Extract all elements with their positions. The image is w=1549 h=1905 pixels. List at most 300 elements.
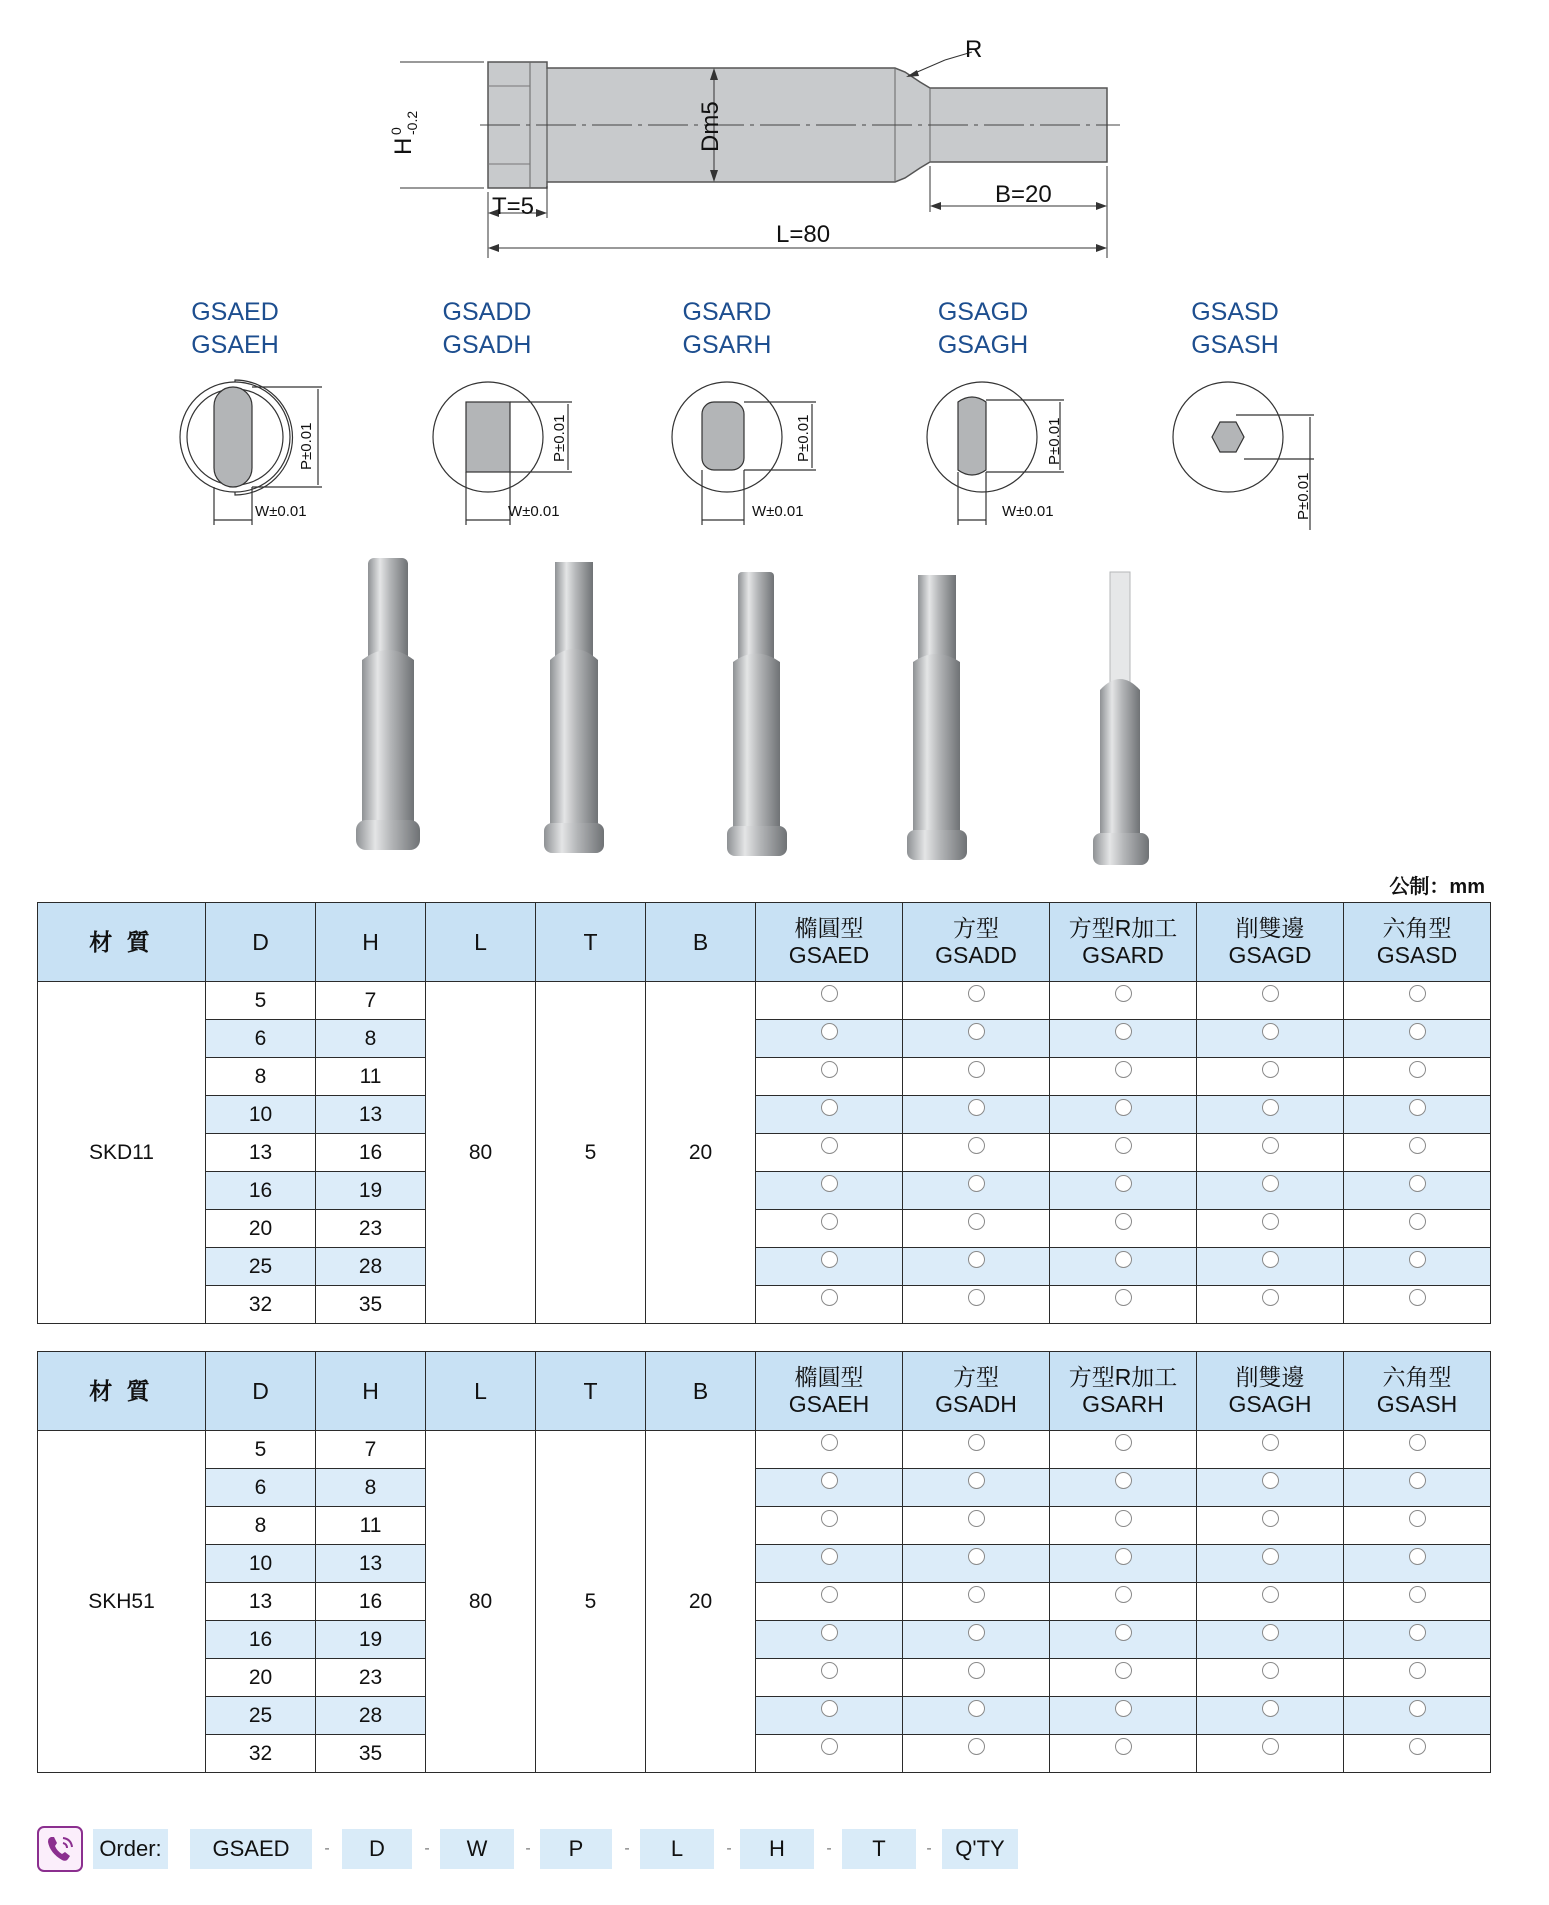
header-type-square-r xyxy=(1050,903,1197,982)
type-code: GSAEH xyxy=(788,1391,870,1417)
b-cell: 20 xyxy=(646,1431,756,1773)
available-circle-icon xyxy=(1262,1289,1279,1306)
availability-cell xyxy=(756,1735,903,1773)
available-circle-icon xyxy=(1409,1510,1426,1527)
available-circle-icon xyxy=(1262,985,1279,1002)
availability-cell xyxy=(756,1659,903,1697)
d-cell: 32 xyxy=(206,1735,316,1773)
availability-cell xyxy=(1344,1659,1491,1697)
available-circle-icon xyxy=(1409,1434,1426,1451)
punch-image-hexagon xyxy=(1093,572,1149,865)
d-cell: 10 xyxy=(206,1096,316,1134)
table-row xyxy=(38,1172,1491,1210)
availability-cell xyxy=(756,1210,903,1248)
available-circle-icon xyxy=(821,1586,838,1603)
availability-cell xyxy=(903,1659,1050,1697)
order-field-t: T xyxy=(842,1829,916,1869)
availability-cell xyxy=(1344,1621,1491,1659)
availability-cell xyxy=(903,1431,1050,1469)
availability-cell xyxy=(756,1058,903,1096)
available-circle-icon xyxy=(821,1137,838,1154)
header-t: T xyxy=(536,903,646,982)
availability-cell xyxy=(756,1431,903,1469)
header-b: B xyxy=(646,903,756,982)
availability-cell xyxy=(1344,1096,1491,1134)
h-cell: 11 xyxy=(316,1058,426,1096)
table-body xyxy=(38,982,1491,1324)
table-row xyxy=(38,1134,1491,1172)
header-material: 材 質 xyxy=(38,903,206,982)
available-circle-icon xyxy=(1262,1175,1279,1192)
available-circle-icon xyxy=(1409,1137,1426,1154)
w-label-2: W±0.01 xyxy=(508,503,560,520)
t-cell: 5 xyxy=(536,982,646,1324)
type-name: 方型 xyxy=(953,915,999,941)
available-circle-icon xyxy=(1409,1624,1426,1641)
p-label-4: P±0.01 xyxy=(1046,417,1063,465)
d-cell: 25 xyxy=(206,1248,316,1286)
dim-b-label: B=20 xyxy=(995,181,1052,208)
availability-cell xyxy=(1197,1134,1344,1172)
available-circle-icon xyxy=(968,1548,985,1565)
d-cell: 13 xyxy=(206,1583,316,1621)
available-circle-icon xyxy=(1409,1662,1426,1679)
h-cell: 23 xyxy=(316,1659,426,1697)
profile-code-secondary: GSASH xyxy=(1191,331,1279,359)
table-row xyxy=(38,1621,1491,1659)
l-cell: 80 xyxy=(426,1431,536,1773)
available-circle-icon xyxy=(821,1700,838,1717)
availability-cell xyxy=(1050,1058,1197,1096)
type-code: GSASD xyxy=(1376,942,1458,968)
profile-code-secondary: GSADH xyxy=(442,331,532,359)
availability-cell xyxy=(903,1134,1050,1172)
w-label-3: W±0.01 xyxy=(752,503,804,520)
availability-cell xyxy=(1197,1210,1344,1248)
material-cell: SKH51 xyxy=(38,1431,206,1773)
available-circle-icon xyxy=(821,1662,838,1679)
available-circle-icon xyxy=(1262,1023,1279,1040)
available-circle-icon xyxy=(1115,1061,1132,1078)
table-row xyxy=(38,982,1491,1020)
d-cell: 8 xyxy=(206,1507,316,1545)
d-cell: 25 xyxy=(206,1697,316,1735)
w-label-4: W±0.01 xyxy=(1002,503,1054,520)
available-circle-icon xyxy=(968,1213,985,1230)
h-cell: 16 xyxy=(316,1583,426,1621)
available-circle-icon xyxy=(1115,1251,1132,1268)
order-label: Order: xyxy=(93,1829,168,1869)
table-row xyxy=(38,1431,1491,1469)
order-separator: - xyxy=(726,1840,732,1857)
availability-cell xyxy=(903,1210,1050,1248)
available-circle-icon xyxy=(1115,1624,1132,1641)
table-row xyxy=(38,1020,1491,1058)
availability-cell xyxy=(1050,1697,1197,1735)
available-circle-icon xyxy=(1115,1099,1132,1116)
punch-image-double-d xyxy=(907,575,967,860)
dim-h-text: H xyxy=(390,137,417,155)
type-name: 方型R加工 xyxy=(1068,1364,1178,1390)
order-field-type: GSAED xyxy=(190,1829,312,1869)
available-circle-icon xyxy=(1262,1213,1279,1230)
order-separator: - xyxy=(324,1840,330,1857)
availability-cell xyxy=(903,1469,1050,1507)
available-circle-icon xyxy=(968,985,985,1002)
availability-cell xyxy=(1050,1545,1197,1583)
availability-cell xyxy=(1050,1659,1197,1697)
profile-code-rounded-rectangle xyxy=(647,296,807,362)
profile-code-double-d xyxy=(903,296,1063,362)
table-row xyxy=(38,1507,1491,1545)
available-circle-icon xyxy=(1262,1548,1279,1565)
availability-cell xyxy=(1050,1286,1197,1324)
available-circle-icon xyxy=(968,1434,985,1451)
d-cell: 6 xyxy=(206,1469,316,1507)
availability-cell xyxy=(756,1172,903,1210)
header-type-square xyxy=(903,903,1050,982)
type-code: GSADH xyxy=(935,1391,1017,1417)
available-circle-icon xyxy=(821,1023,838,1040)
availability-cell xyxy=(1050,1096,1197,1134)
availability-cell xyxy=(1344,1697,1491,1735)
punch-dimension-drawing xyxy=(400,30,1140,260)
header-l: L xyxy=(426,1352,536,1431)
d-cell: 10 xyxy=(206,1545,316,1583)
available-circle-icon xyxy=(821,1213,838,1230)
header-material: 材 質 xyxy=(38,1352,206,1431)
availability-cell xyxy=(1197,1286,1344,1324)
d-cell: 20 xyxy=(206,1659,316,1697)
available-circle-icon xyxy=(1115,1434,1132,1451)
order-separator: - xyxy=(424,1840,430,1857)
h-cell: 35 xyxy=(316,1286,426,1324)
available-circle-icon xyxy=(1409,1586,1426,1603)
punch-image-rounded-rectangle xyxy=(727,572,787,856)
h-cell: 35 xyxy=(316,1735,426,1773)
h-cell: 28 xyxy=(316,1697,426,1735)
order-separator: - xyxy=(525,1840,531,1857)
type-name: 方型 xyxy=(953,1364,999,1390)
header-type-double-d xyxy=(1197,903,1344,982)
p-label-2: P±0.01 xyxy=(551,414,568,462)
availability-cell xyxy=(756,1286,903,1324)
available-circle-icon xyxy=(1262,1738,1279,1755)
available-circle-icon xyxy=(1409,1289,1426,1306)
available-circle-icon xyxy=(1409,985,1426,1002)
order-separator: - xyxy=(926,1840,932,1857)
profile-code-secondary: GSAGH xyxy=(937,331,1029,359)
availability-cell xyxy=(1344,1469,1491,1507)
available-circle-icon xyxy=(1115,1662,1132,1679)
available-circle-icon xyxy=(821,1624,838,1641)
d-cell: 16 xyxy=(206,1621,316,1659)
availability-cell xyxy=(756,982,903,1020)
available-circle-icon xyxy=(1262,1472,1279,1489)
type-name: 橢圓型 xyxy=(794,915,864,941)
header-type-square-r xyxy=(1050,1352,1197,1431)
available-circle-icon xyxy=(1262,1510,1279,1527)
available-circle-icon xyxy=(1409,1700,1426,1717)
d-cell: 13 xyxy=(206,1134,316,1172)
order-field-h: H xyxy=(740,1829,814,1869)
availability-cell xyxy=(756,1020,903,1058)
type-name: 削雙邊 xyxy=(1235,1364,1305,1390)
header-h: H xyxy=(316,1352,426,1431)
type-code: GSARH xyxy=(1082,1391,1164,1417)
order-separator: - xyxy=(624,1840,630,1857)
available-circle-icon xyxy=(1115,1738,1132,1755)
availability-cell xyxy=(1050,1134,1197,1172)
type-name: 六角型 xyxy=(1382,915,1452,941)
available-circle-icon xyxy=(1262,1700,1279,1717)
punch-product-images xyxy=(0,550,1549,870)
availability-cell xyxy=(1197,1172,1344,1210)
available-circle-icon xyxy=(1262,1137,1279,1154)
available-circle-icon xyxy=(821,1510,838,1527)
available-circle-icon xyxy=(1409,1175,1426,1192)
availability-cell xyxy=(1197,1469,1344,1507)
section-double-d-shape xyxy=(958,397,986,475)
availability-cell xyxy=(1050,1210,1197,1248)
order-field-d: D xyxy=(342,1829,412,1869)
available-circle-icon xyxy=(968,1662,985,1679)
available-circle-icon xyxy=(1115,1586,1132,1603)
available-circle-icon xyxy=(1409,1251,1426,1268)
available-circle-icon xyxy=(1262,1099,1279,1116)
availability-cell xyxy=(1197,982,1344,1020)
availability-cell xyxy=(1197,1020,1344,1058)
availability-cell xyxy=(1050,1621,1197,1659)
availability-cell xyxy=(903,1621,1050,1659)
available-circle-icon xyxy=(1409,1548,1426,1565)
availability-cell xyxy=(1344,1735,1491,1773)
table-row xyxy=(38,1210,1491,1248)
availability-cell xyxy=(1197,1735,1344,1773)
availability-cell xyxy=(1344,1172,1491,1210)
available-circle-icon xyxy=(968,1586,985,1603)
availability-cell xyxy=(1197,1659,1344,1697)
available-circle-icon xyxy=(1115,1548,1132,1565)
availability-cell xyxy=(1197,1621,1344,1659)
availability-cell xyxy=(1344,1545,1491,1583)
availability-cell xyxy=(903,1058,1050,1096)
h-cell: 7 xyxy=(316,982,426,1020)
availability-cell xyxy=(903,1507,1050,1545)
available-circle-icon xyxy=(1115,1510,1132,1527)
profile-code-primary: GSADD xyxy=(442,298,532,326)
type-name: 六角型 xyxy=(1382,1364,1452,1390)
availability-cell xyxy=(903,1286,1050,1324)
availability-cell xyxy=(1197,1431,1344,1469)
available-circle-icon xyxy=(821,1289,838,1306)
type-name: 方型R加工 xyxy=(1068,915,1178,941)
availability-cell xyxy=(903,1096,1050,1134)
available-circle-icon xyxy=(1115,985,1132,1002)
type-name: 橢圓型 xyxy=(794,1364,864,1390)
table-row xyxy=(38,1545,1491,1583)
order-field-w: W xyxy=(440,1829,514,1869)
availability-cell xyxy=(1050,982,1197,1020)
available-circle-icon xyxy=(1409,1472,1426,1489)
available-circle-icon xyxy=(821,1472,838,1489)
header-d: D xyxy=(206,903,316,982)
availability-cell xyxy=(1050,1020,1197,1058)
table-row xyxy=(38,1697,1491,1735)
availability-cell xyxy=(756,1096,903,1134)
availability-cell xyxy=(903,1172,1050,1210)
table-row xyxy=(38,1583,1491,1621)
available-circle-icon xyxy=(1115,1700,1132,1717)
available-circle-icon xyxy=(1115,1137,1132,1154)
profile-code-secondary: GSAEH xyxy=(191,331,279,359)
available-circle-icon xyxy=(968,1624,985,1641)
header-type-oblong xyxy=(756,1352,903,1431)
availability-cell xyxy=(903,1697,1050,1735)
available-circle-icon xyxy=(1115,1175,1132,1192)
header-type-hexagon xyxy=(1344,1352,1491,1431)
order-field-p: P xyxy=(540,1829,612,1869)
availability-cell xyxy=(903,1020,1050,1058)
availability-cell xyxy=(1050,1583,1197,1621)
available-circle-icon xyxy=(1115,1023,1132,1040)
section-rectangle-shape xyxy=(466,402,510,472)
availability-cell xyxy=(903,1735,1050,1773)
available-circle-icon xyxy=(1262,1251,1279,1268)
spec-table-skh51 xyxy=(37,1351,1491,1773)
dim-l-label: L=80 xyxy=(776,221,831,248)
table-row xyxy=(38,1659,1491,1697)
availability-cell xyxy=(756,1545,903,1583)
order-separator: - xyxy=(826,1840,832,1857)
d-cell: 20 xyxy=(206,1210,316,1248)
availability-cell xyxy=(1344,1248,1491,1286)
availability-cell xyxy=(1344,1058,1491,1096)
availability-cell xyxy=(903,982,1050,1020)
d-cell: 32 xyxy=(206,1286,316,1324)
availability-cell xyxy=(903,1583,1050,1621)
availability-cell xyxy=(1050,1431,1197,1469)
table-row xyxy=(38,1735,1491,1773)
unit-label: 公制：mm xyxy=(1389,876,1485,898)
available-circle-icon xyxy=(1409,1023,1426,1040)
availability-cell xyxy=(756,1134,903,1172)
header-d: D xyxy=(206,1352,316,1431)
availability-cell xyxy=(1050,1735,1197,1773)
profile-code-primary: GSARD xyxy=(682,298,772,326)
h-cell: 19 xyxy=(316,1172,426,1210)
type-code: GSAED xyxy=(788,942,870,968)
type-code: GSADD xyxy=(935,942,1017,968)
available-circle-icon xyxy=(968,1472,985,1489)
availability-cell xyxy=(1050,1172,1197,1210)
p-label-1: P±0.01 xyxy=(298,422,315,470)
available-circle-icon xyxy=(968,1251,985,1268)
availability-cell xyxy=(1197,1058,1344,1096)
availability-cell xyxy=(1050,1469,1197,1507)
type-code: GSASH xyxy=(1376,1391,1458,1417)
dim-dm-text: Dm5 xyxy=(697,101,724,152)
profile-code-primary: GSASD xyxy=(1191,298,1279,326)
availability-cell xyxy=(756,1583,903,1621)
availability-cell xyxy=(1344,1507,1491,1545)
header-t: T xyxy=(536,1352,646,1431)
punch-image-oblong xyxy=(356,558,420,850)
availability-cell xyxy=(1050,1248,1197,1286)
availability-cell xyxy=(756,1248,903,1286)
dim-h-label xyxy=(388,35,440,155)
availability-cell xyxy=(1197,1697,1344,1735)
material-cell: SKD11 xyxy=(38,982,206,1324)
header-type-oblong xyxy=(756,903,903,982)
p-label-3: P±0.01 xyxy=(795,414,812,462)
availability-cell xyxy=(1197,1096,1344,1134)
h-cell: 11 xyxy=(316,1507,426,1545)
table-row xyxy=(38,1248,1491,1286)
table-row xyxy=(38,1058,1491,1096)
header-type-square xyxy=(903,1352,1050,1431)
profile-code-primary: GSAGD xyxy=(937,298,1029,326)
dim-t-label: T=5 xyxy=(492,193,535,220)
available-circle-icon xyxy=(1115,1289,1132,1306)
table-row xyxy=(38,1469,1491,1507)
availability-cell xyxy=(1197,1507,1344,1545)
available-circle-icon xyxy=(1115,1213,1132,1230)
available-circle-icon xyxy=(821,1175,838,1192)
table-row xyxy=(38,1286,1491,1324)
dim-r-label: R xyxy=(965,36,983,63)
availability-cell xyxy=(1344,1210,1491,1248)
d-cell: 8 xyxy=(206,1058,316,1096)
profile-code-hexagon xyxy=(1155,296,1315,362)
spec-table-skd11 xyxy=(37,902,1491,1324)
available-circle-icon xyxy=(821,1061,838,1078)
header-l: L xyxy=(426,903,536,982)
header-b: B xyxy=(646,1352,756,1431)
d-cell: 5 xyxy=(206,1431,316,1469)
availability-cell xyxy=(1344,982,1491,1020)
t-cell: 5 xyxy=(536,1431,646,1773)
available-circle-icon xyxy=(968,1738,985,1755)
available-circle-icon xyxy=(821,985,838,1002)
available-circle-icon xyxy=(968,1099,985,1116)
h-cell: 7 xyxy=(316,1431,426,1469)
available-circle-icon xyxy=(1262,1624,1279,1641)
h-cell: 8 xyxy=(316,1469,426,1507)
available-circle-icon xyxy=(1409,1738,1426,1755)
available-circle-icon xyxy=(968,1510,985,1527)
l-cell: 80 xyxy=(426,982,536,1324)
available-circle-icon xyxy=(1262,1061,1279,1078)
available-circle-icon xyxy=(1262,1662,1279,1679)
order-field-qty: Q'TY xyxy=(942,1829,1018,1869)
availability-cell xyxy=(756,1507,903,1545)
availability-cell xyxy=(1344,1431,1491,1469)
available-circle-icon xyxy=(1409,1099,1426,1116)
section-rounded-rectangle-shape xyxy=(702,402,744,470)
h-cell: 13 xyxy=(316,1545,426,1583)
w-label-1: W±0.01 xyxy=(255,503,307,520)
availability-cell xyxy=(756,1697,903,1735)
dim-dm-label xyxy=(697,101,725,152)
b-cell: 20 xyxy=(646,982,756,1324)
d-cell: 16 xyxy=(206,1172,316,1210)
available-circle-icon xyxy=(1409,1061,1426,1078)
available-circle-icon xyxy=(1262,1586,1279,1603)
profile-code-rectangle xyxy=(407,296,567,362)
header-type-double-d xyxy=(1197,1352,1344,1431)
available-circle-icon xyxy=(968,1700,985,1717)
